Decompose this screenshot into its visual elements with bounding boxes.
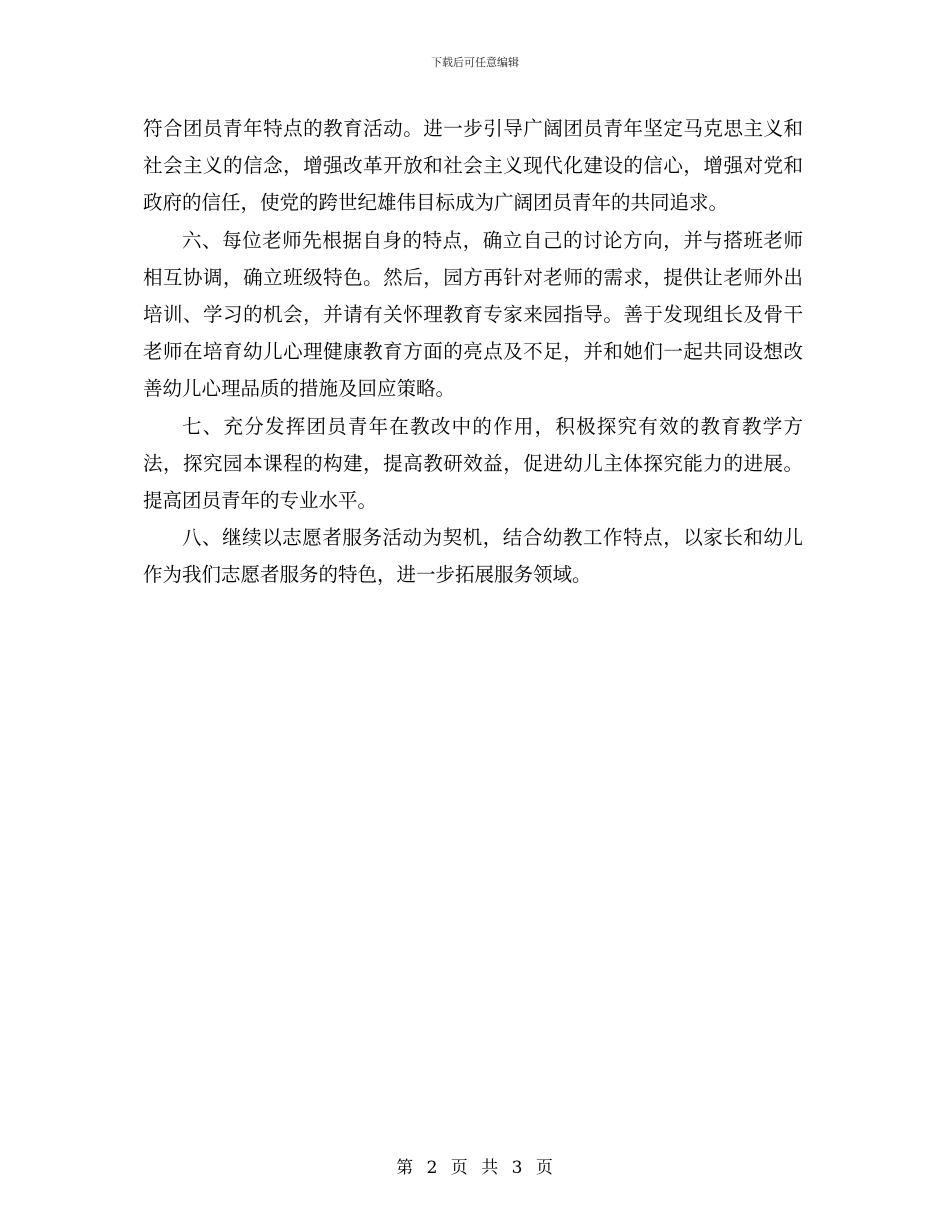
paragraph-item-8: 八、继续以志愿者服务活动为契机，结合幼教工作特点，以家长和幼儿作为我们志愿者服务的特色，进一步拓展服务领域。 bbox=[143, 526, 803, 587]
header-note: 下载后可任意编辑 bbox=[431, 56, 519, 69]
document-body bbox=[143, 110, 803, 594]
paragraph-item-7: 七、充分发挥团员青年在教改中的作用，积极探究有效的教育教学方法，探究园本课程的构建，提高教研效益，促进幼儿主体探究能力的进展。提高团员青年的专业水平。 bbox=[143, 414, 803, 513]
paragraph-item-6: 六、每位老师先根据自身的特点，确立自己的讨论方向，并与搭班老师相互协调，确立班级特色。然后，园方再针对老师的需求，提供让老师外出培训、学习的机会，并请有关怀理教育专家来园指导。善于发现组长及骨干老师在培育幼儿心理健康教育方面的亮点及不足，并和她们一起共同设想改善幼儿心理品质的措施及回应策略。 bbox=[143, 228, 803, 401]
paragraph-continued: 符合团员青年特点的教育活动。进一步引导广阔团员青年坚定马克思主义和社会主义的信念，增强改革开放和社会主义现代化建设的信心，增强对党和政府的信任，使党的跨世纪雄伟目标成为广阔团员青年的共同追求。 bbox=[143, 117, 803, 215]
page-number: 第 2 页 共 3 页 bbox=[396, 1158, 554, 1178]
